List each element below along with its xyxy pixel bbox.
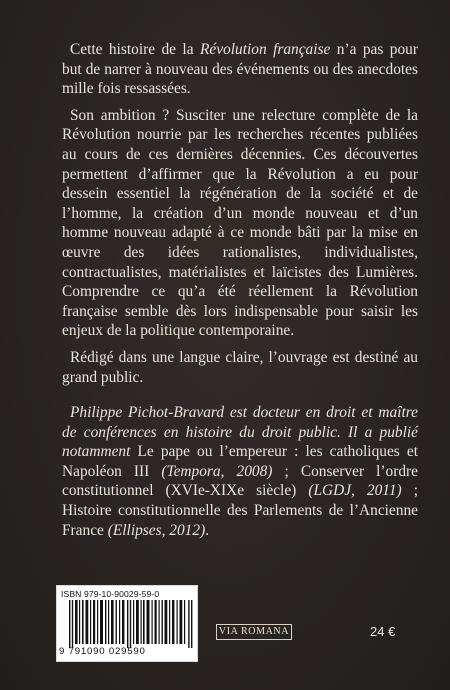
- isbn-label: ISBN 979-10-90029-59-0: [61, 589, 160, 599]
- barcode-digits: 9 791090 029590: [59, 646, 146, 657]
- price: 24 €: [370, 624, 396, 639]
- barcode-icon: [69, 600, 193, 648]
- blurb-paragraph-3: Rédigé dans une langue claire, l’ouvrage est destiné au grand public.: [62, 348, 418, 386]
- blurb-paragraph-1: Cette histoire de la Révolution française n’a pas pour but de narrer à nouveau des événements ou des anecdotes mille fois ressassées.: [62, 41, 418, 98]
- isbn-barcode-box: [56, 585, 198, 662]
- publisher-logo: VIA ROMANA: [216, 624, 292, 640]
- author-bio: Philippe Pichot-Bravard est docteur en droit et maître de conférences en histoire du droit public. Il a publié notamment Le pape ou l’empereur : les catholiques et Napoléon III (Tempora, 2008) ; Conserver l’ordre constitutionnel (XVIe-XIXe siècle) (LGDJ, 2011) ; Histoire constitutionnelle des Parlements de l’Ancienne France (Ellipses, 2012).: [62, 404, 419, 539]
- back-cover-text: [62, 40, 418, 547]
- blurb-paragraph-2: Son ambition ? Susciter une relecture complète de la Révolution nourrie par les recherches récentes publiées au cours de ces dernières décennies. Ces découvertes permettent d’affirmer que la Révolution a eu pour dessein essentiel la régénération de la société et de l’homme, la création d’un monde nouveau et d’un homme nouveau adapté à ce monde bâti par la mise en œuvre des idées rationalistes, individualistes, contractualistes, matérialistes et laïcistes des Lumières. Comprendre ce qu’a été réellement la Révolution française semble dès lors indispensable pour saisir les enjeux de la politique contemporaine.: [62, 106, 418, 340]
